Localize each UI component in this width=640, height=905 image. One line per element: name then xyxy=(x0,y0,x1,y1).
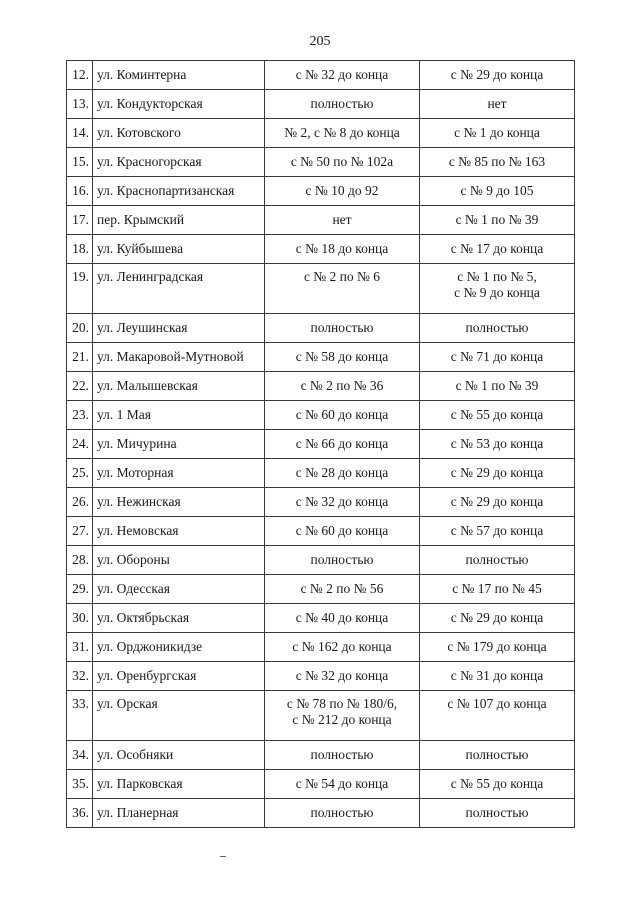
odd-side-range xyxy=(420,177,575,206)
range-line: с № 55 до конца xyxy=(450,776,544,791)
row-number: 16. xyxy=(67,177,93,206)
street-name: ул. Котовского xyxy=(93,119,265,148)
row-number: 18. xyxy=(67,235,93,264)
range-line: с № 31 до конца xyxy=(450,668,544,683)
row-number: 12. xyxy=(67,61,93,90)
street-name: ул. Особняки xyxy=(93,741,265,770)
street-name: ул. Коминтерна xyxy=(93,61,265,90)
street-name: ул. Красногорская xyxy=(93,148,265,177)
odd-side-range xyxy=(420,119,575,148)
range-line: полностью xyxy=(310,320,374,335)
table-row xyxy=(67,372,575,401)
range-line: с № 1 по № 5, xyxy=(457,269,537,284)
range-line: с № 66 до конца xyxy=(295,436,389,451)
table-row xyxy=(67,488,575,517)
table-row xyxy=(67,741,575,770)
table-row xyxy=(67,799,575,828)
range-line: № 2, с № 8 до конца xyxy=(284,125,400,140)
row-number: 33. xyxy=(67,691,93,741)
street-name: ул. Оренбургская xyxy=(93,662,265,691)
street-name: ул. Ленинградская xyxy=(93,264,265,314)
range-line: с № 58 до конца xyxy=(295,349,389,364)
table-row xyxy=(67,235,575,264)
even-side-range xyxy=(265,799,420,828)
table-row xyxy=(67,343,575,372)
even-side-range xyxy=(265,314,420,343)
table-row xyxy=(67,633,575,662)
odd-side-range xyxy=(420,235,575,264)
range-line: с № 32 до конца xyxy=(295,668,389,683)
range-line: с № 2 по № 36 xyxy=(300,378,384,393)
row-number: 24. xyxy=(67,430,93,459)
row-number: 28. xyxy=(67,546,93,575)
odd-side-range xyxy=(420,343,575,372)
page-number: 205 xyxy=(309,34,331,49)
street-name: ул. Мичурина xyxy=(93,430,265,459)
table-row xyxy=(67,206,575,235)
table-row xyxy=(67,575,575,604)
odd-side-range xyxy=(420,488,575,517)
even-side-range xyxy=(265,61,420,90)
odd-side-range xyxy=(420,604,575,633)
range-line: с № 57 до конца xyxy=(450,523,544,538)
street-name: ул. Одесская xyxy=(93,575,265,604)
even-side-range xyxy=(265,264,420,314)
street-name: ул. Малышевская xyxy=(93,372,265,401)
odd-side-range xyxy=(420,264,575,314)
row-number: 27. xyxy=(67,517,93,546)
odd-side-range xyxy=(420,799,575,828)
range-line: с № 85 по № 163 xyxy=(448,154,546,169)
range-line: с № 1 по № 39 xyxy=(455,212,539,227)
range-line: с № 18 до конца xyxy=(295,241,389,256)
odd-side-range xyxy=(420,61,575,90)
row-number: 20. xyxy=(67,314,93,343)
odd-side-range xyxy=(420,206,575,235)
range-line: с № 40 до конца xyxy=(295,610,389,625)
even-side-range xyxy=(265,235,420,264)
streets-table-body xyxy=(67,61,575,828)
row-number: 15. xyxy=(67,148,93,177)
odd-side-range xyxy=(420,148,575,177)
even-side-range xyxy=(265,119,420,148)
odd-side-range xyxy=(420,401,575,430)
range-line: с № 2 по № 6 xyxy=(303,269,381,284)
range-line: с № 78 по № 180/6, xyxy=(286,696,398,711)
table-row xyxy=(67,314,575,343)
row-number: 13. xyxy=(67,90,93,119)
row-number: 26. xyxy=(67,488,93,517)
row-number: 30. xyxy=(67,604,93,633)
row-number: 32. xyxy=(67,662,93,691)
range-line: с № 212 до конца xyxy=(292,712,392,727)
table-row xyxy=(67,401,575,430)
odd-side-range xyxy=(420,662,575,691)
table-row xyxy=(67,90,575,119)
streets-table xyxy=(66,60,575,828)
range-line: полностью xyxy=(310,96,374,111)
odd-side-range xyxy=(420,546,575,575)
row-number: 22. xyxy=(67,372,93,401)
row-number: 36. xyxy=(67,799,93,828)
street-name: ул. Планерная xyxy=(93,799,265,828)
row-number: 25. xyxy=(67,459,93,488)
even-side-range xyxy=(265,206,420,235)
range-line: с № 60 до конца xyxy=(295,407,389,422)
even-side-range xyxy=(265,343,420,372)
range-line: полностью xyxy=(310,747,374,762)
range-line: нет xyxy=(487,96,507,111)
range-line: с № 10 до 92 xyxy=(305,183,379,198)
street-name: ул. Немовская xyxy=(93,517,265,546)
range-line: с № 71 до конца xyxy=(450,349,544,364)
range-line: с № 17 до конца xyxy=(450,241,544,256)
range-line: с № 9 до 105 xyxy=(460,183,534,198)
even-side-range xyxy=(265,633,420,662)
range-line: с № 162 до конца xyxy=(292,639,392,654)
even-side-range xyxy=(265,488,420,517)
even-side-range xyxy=(265,517,420,546)
table-row xyxy=(67,119,575,148)
even-side-range xyxy=(265,604,420,633)
range-line: с № 1 по № 39 xyxy=(455,378,539,393)
even-side-range xyxy=(265,459,420,488)
odd-side-range xyxy=(420,691,575,741)
range-line: с № 53 до конца xyxy=(450,436,544,451)
range-line: полностью xyxy=(310,805,374,820)
street-name: ул. Краснопартизанская xyxy=(93,177,265,206)
odd-side-range xyxy=(420,314,575,343)
range-line: с № 179 до конца xyxy=(447,639,547,654)
range-line: полностью xyxy=(465,320,529,335)
even-side-range xyxy=(265,177,420,206)
range-line: полностью xyxy=(465,552,529,567)
row-number: 34. xyxy=(67,741,93,770)
range-line: полностью xyxy=(465,747,529,762)
row-number: 23. xyxy=(67,401,93,430)
even-side-range xyxy=(265,430,420,459)
row-number: 17. xyxy=(67,206,93,235)
street-name: ул. Октябрьская xyxy=(93,604,265,633)
even-side-range xyxy=(265,691,420,741)
row-number: 19. xyxy=(67,264,93,314)
even-side-range xyxy=(265,148,420,177)
row-number: 35. xyxy=(67,770,93,799)
even-side-range xyxy=(265,546,420,575)
table-row xyxy=(67,662,575,691)
odd-side-range xyxy=(420,517,575,546)
range-line: с № 60 до конца xyxy=(295,523,389,538)
range-line: с № 9 до конца xyxy=(454,285,540,300)
range-line: с № 32 до конца xyxy=(295,494,389,509)
street-name: ул. Куйбышева xyxy=(93,235,265,264)
odd-side-range xyxy=(420,90,575,119)
street-name: ул. Леушинская xyxy=(93,314,265,343)
even-side-range xyxy=(265,575,420,604)
row-number: 31. xyxy=(67,633,93,662)
odd-side-range xyxy=(420,575,575,604)
street-name: пер. Крымский xyxy=(93,206,265,235)
street-name: ул. Моторная xyxy=(93,459,265,488)
range-line: с № 32 до конца xyxy=(295,67,389,82)
street-name: ул. Орджоникидзе xyxy=(93,633,265,662)
even-side-range xyxy=(265,372,420,401)
range-line: с № 55 до конца xyxy=(450,407,544,422)
odd-side-range xyxy=(420,430,575,459)
table-row xyxy=(67,546,575,575)
even-side-range xyxy=(265,770,420,799)
range-line: с № 1 до конца xyxy=(454,125,540,140)
range-line: полностью xyxy=(465,805,529,820)
street-name: ул. Парковская xyxy=(93,770,265,799)
table-row xyxy=(67,770,575,799)
odd-side-range xyxy=(420,770,575,799)
street-name: ул. Обороны xyxy=(93,546,265,575)
table-row xyxy=(67,691,575,741)
street-name: ул. Нежинская xyxy=(93,488,265,517)
range-line: с № 29 до конца xyxy=(450,465,544,480)
range-line: с № 29 до конца xyxy=(450,494,544,509)
street-name: ул. 1 Мая xyxy=(93,401,265,430)
table-row xyxy=(67,264,575,314)
range-line: с № 17 по № 45 xyxy=(452,581,542,596)
row-number: 14. xyxy=(67,119,93,148)
range-line: полностью xyxy=(310,552,374,567)
street-name: ул. Орская xyxy=(93,691,265,741)
range-line: с № 54 до конца xyxy=(295,776,389,791)
odd-side-range xyxy=(420,741,575,770)
table-row xyxy=(67,517,575,546)
row-number: 29. xyxy=(67,575,93,604)
range-line: с № 50 по № 102а xyxy=(290,154,394,169)
even-side-range xyxy=(265,401,420,430)
table-row xyxy=(67,459,575,488)
range-line: с № 107 до конца xyxy=(447,696,547,711)
row-number: 21. xyxy=(67,343,93,372)
odd-side-range xyxy=(420,633,575,662)
range-line: с № 29 до конца xyxy=(450,610,544,625)
odd-side-range xyxy=(420,459,575,488)
odd-side-range xyxy=(420,372,575,401)
range-line: с № 2 по № 56 xyxy=(300,581,384,596)
table-row xyxy=(67,430,575,459)
street-name: ул. Макаровой-Мутновой xyxy=(93,343,265,372)
even-side-range xyxy=(265,90,420,119)
range-line: нет xyxy=(332,212,352,227)
street-name: ул. Кондукторская xyxy=(93,90,265,119)
even-side-range xyxy=(265,741,420,770)
even-side-range xyxy=(265,662,420,691)
range-line: с № 29 до конца xyxy=(450,67,544,82)
range-line: с № 28 до конца xyxy=(295,465,389,480)
table-row xyxy=(67,61,575,90)
table-row xyxy=(67,604,575,633)
table-row xyxy=(67,177,575,206)
table-row xyxy=(67,148,575,177)
footer-mark xyxy=(220,856,226,857)
